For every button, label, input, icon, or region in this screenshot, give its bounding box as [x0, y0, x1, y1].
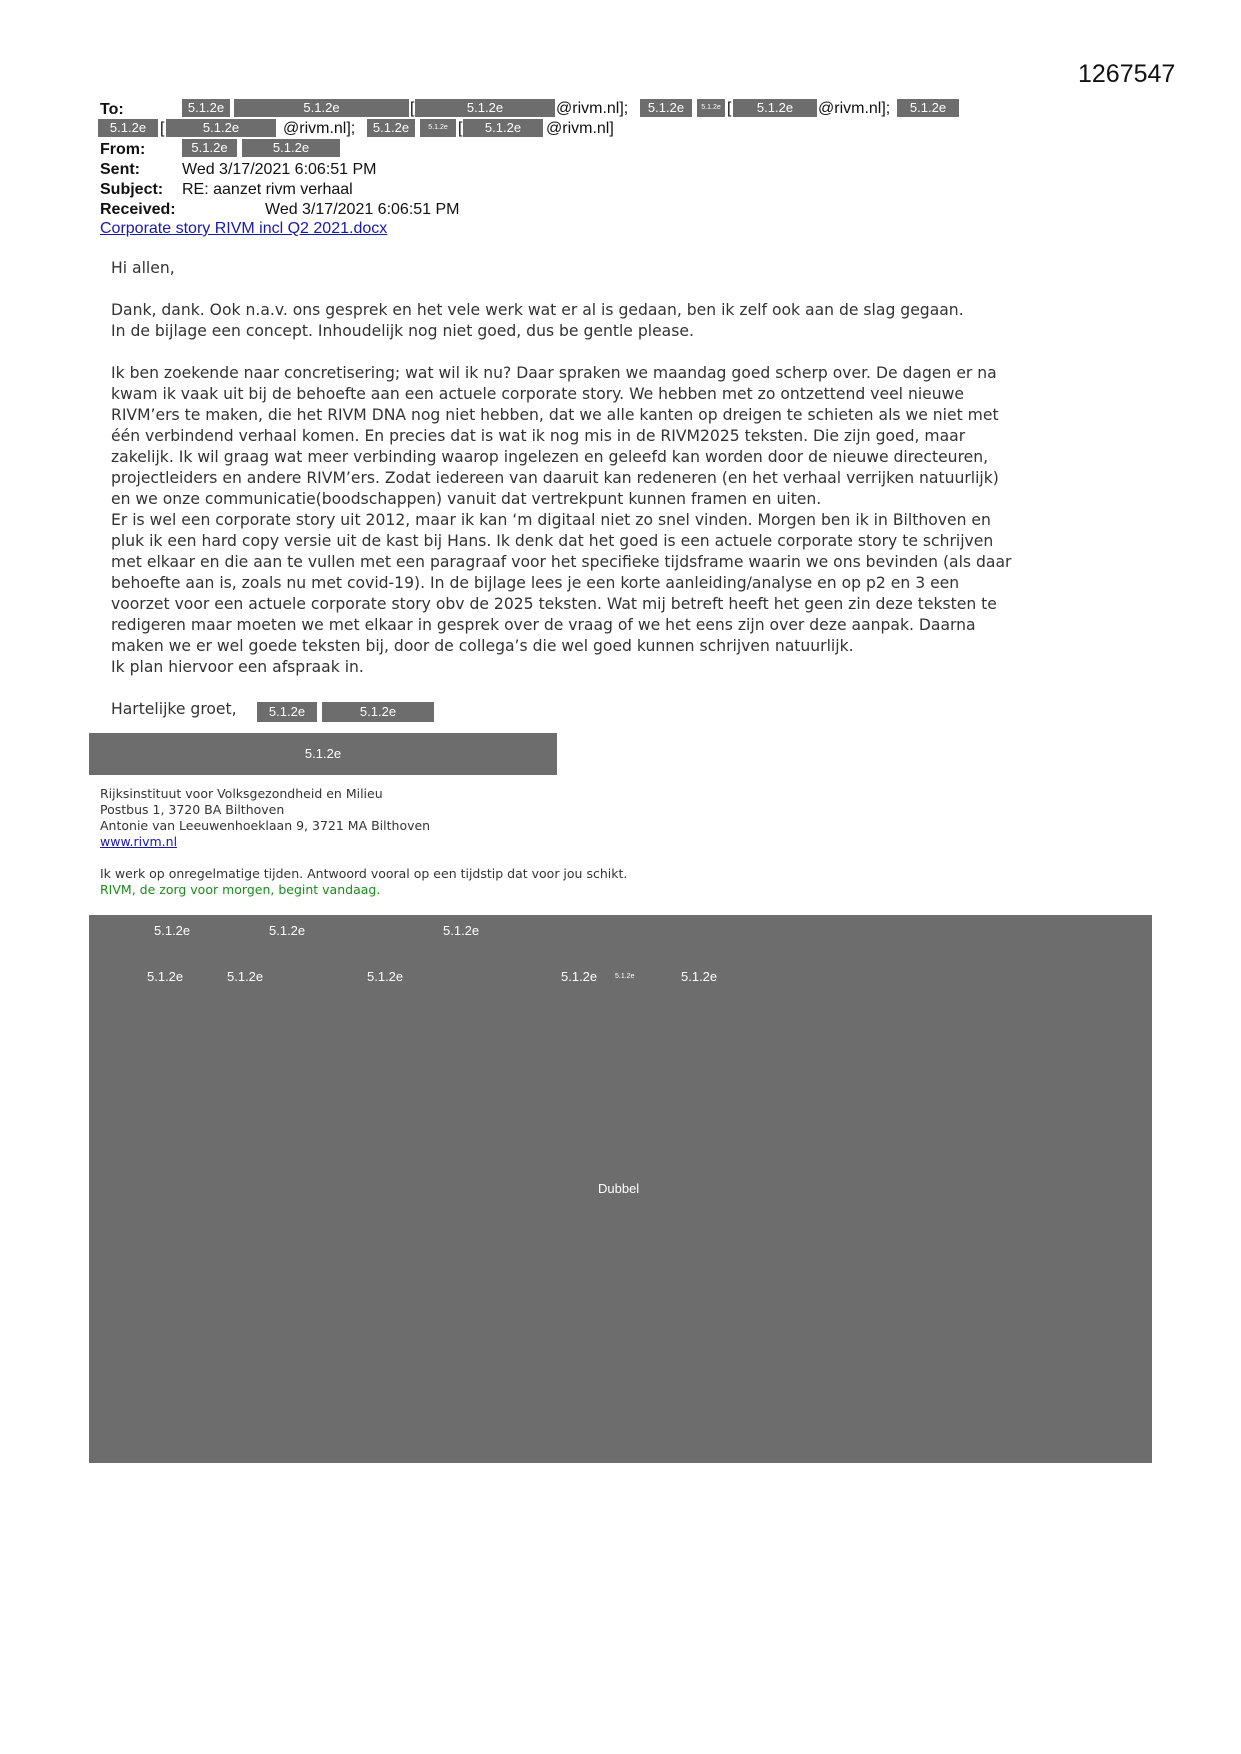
- redaction-box: 5.1.2e: [420, 119, 456, 137]
- body-line: voorzet voor een actuele corporate story obv de 2025 teksten. Wat mij betreft heeft het geen zin deze teksten te: [111, 595, 997, 613]
- received-label: Received:: [100, 201, 176, 218]
- redaction-label: 5.1.2e: [269, 923, 306, 938]
- redaction-box: 5.1.2e: [182, 99, 230, 117]
- email-domain: @rivm.nl];: [556, 100, 629, 117]
- redaction-box: 5.1.2e: [697, 99, 725, 117]
- signature-postbus: Postbus 1, 3720 BA Bilthoven: [100, 802, 285, 817]
- signature-address: Antonie van Leeuwenhoeklaan 9, 3721 MA Bilthoven: [100, 818, 431, 833]
- body-line: pluk ik een hard copy versie uit de kast bij Hans. Ik denk dat het goed is een actuele corporate story te schrijven: [111, 532, 994, 550]
- signature-slogan: RIVM, de zorg voor morgen, begint vandaag.: [100, 882, 381, 897]
- body-line: Er is wel een corporate story uit 2012, maar ik kan ‘m digitaal niet zo snel vinden. Morgen ben ik in Bilthoven en: [111, 511, 991, 529]
- body-line: In de bijlage een concept. Inhoudelijk nog niet goed, dus be gentle please.: [111, 322, 694, 340]
- body-line: kwam ik vaak uit bij de behoefte aan een actuele corporate story. We hebben met zo ontzettend veel nieuwe: [111, 385, 964, 403]
- subject-label: Subject:: [100, 181, 164, 198]
- signature-org: Rijksinstituut voor Volksgezondheid en Milieu: [100, 786, 383, 801]
- redaction-box: 5.1.2e: [897, 99, 959, 117]
- redaction-box: 5.1.2e: [322, 702, 434, 722]
- bracket-text: [: [458, 120, 463, 137]
- greeting: Hi allen,: [111, 259, 175, 277]
- redaction-label: 5.1.2e: [443, 923, 480, 938]
- redaction-label: 5.1.2e: [367, 969, 404, 984]
- attachment-link[interactable]: Corporate story RIVM incl Q2 2021.docx: [100, 220, 388, 237]
- redaction-box: 5.1.2e: [234, 99, 409, 117]
- redaction-box: 5.1.2e: [166, 119, 276, 137]
- bracket-text: [: [727, 100, 732, 117]
- body-line: Dank, dank. Ook n.a.v. ons gesprek en het vele werk wat er al is gedaan, ben ik zelf ook aan de slag gegaan.: [111, 301, 964, 319]
- redacted-block: [89, 915, 1152, 1463]
- redaction-box: 5.1.2e: [463, 119, 543, 137]
- sent-label: Sent:: [100, 161, 140, 178]
- redaction-box: 5.1.2e: [415, 99, 555, 117]
- redaction-label: 5.1.2e: [154, 923, 191, 938]
- body-line: RIVM’ers te maken, die het RIVM DNA nog niet hebben, dat we alle kanten op dreigen te schieten als we niet met: [111, 406, 999, 424]
- body-line: redigeren maar moeten we met elkaar in gesprek over de vraag of we het eens zijn over deze aanpak. Daarna: [111, 616, 976, 634]
- closing-line: [111, 700, 237, 718]
- subject-value: RE: aanzet rivm verhaal: [182, 181, 353, 198]
- redaction-box: 5.1.2e: [242, 139, 340, 157]
- redaction-label: 5.1.2e: [227, 969, 264, 984]
- redaction-box: 5.1.2e: [640, 99, 692, 117]
- redaction-box: 5.1.2e: [98, 119, 158, 137]
- from-label: From:: [100, 141, 146, 158]
- redaction-box: 5.1.2e: [257, 702, 317, 722]
- to-label: To:: [100, 101, 124, 118]
- body-line: met elkaar en die aan te vullen met een paragraaf voor het specifieke tijdsframe waarin we ons bevinden (als daar: [111, 553, 1012, 571]
- redaction-label: 5.1.2e: [681, 969, 718, 984]
- redaction-label: 5.1.2e: [561, 969, 598, 984]
- email-domain: @rivm.nl];: [818, 100, 891, 117]
- bracket-text: [: [410, 100, 415, 117]
- sent-value: Wed 3/17/2021 6:06:51 PM: [182, 161, 377, 178]
- signature-website-link[interactable]: www.rivm.nl: [100, 834, 178, 849]
- redaction-box: 5.1.2e: [182, 139, 237, 157]
- body-line: Ik ben zoekende naar concretisering; wat wil ik nu? Daar spraken we maandag goed scherp over. De dagen er na: [111, 364, 997, 382]
- redaction-label: 5.1.2e: [615, 973, 635, 980]
- email-domain: @rivm.nl];: [283, 120, 356, 137]
- body-line: en we onze communicatie(boodschappen) vanuit dat vertrekpunt kunnen framen en uiten.: [111, 490, 822, 508]
- body-line: behoefte aan is, zoals nu met covid-19). In de bijlage lees je een korte aanleiding/analyse en op p2 en 3 een: [111, 574, 960, 592]
- body-line: Ik plan hiervoor een afspraak in.: [111, 658, 364, 676]
- body-line: maken we er wel goede teksten bij, door de collega’s die wel goed kunnen schrijven natuurlijk.: [111, 637, 854, 655]
- closing: Hartelijke groet,: [111, 700, 237, 718]
- redacted-block-label: Dubbel: [598, 1181, 640, 1196]
- signature-redaction-bar: 5.1.2e: [89, 733, 557, 775]
- body-line: één verbindend verhaal komen. En precies dat is wat ik nog mis in de RIVM2025 teksten. Die zijn goed, maar: [111, 427, 966, 445]
- redaction-box: 5.1.2e: [733, 99, 817, 117]
- body-line: zakelijk. Ik wil graag wat meer verbinding waarop ingelezen en geleefd kan worden door de nieuwe directeuren,: [111, 448, 989, 466]
- redaction-label: 5.1.2e: [147, 969, 184, 984]
- redaction-box: 5.1.2e: [367, 119, 415, 137]
- body-line: projectleiders en andere RIVM’ers. Zodat iedereen van daaruit kan redeneren (en het verhaal verrijken natuurlijk): [111, 469, 999, 487]
- received-value: Wed 3/17/2021 6:06:51 PM: [265, 201, 460, 218]
- email-domain: @rivm.nl]: [546, 120, 614, 137]
- signature-note: Ik werk op onregelmatige tijden. Antwoord vooral op een tijdstip dat voor jou schikt.: [100, 866, 628, 881]
- bracket-text: [: [160, 120, 165, 137]
- email-body: [111, 258, 1141, 678]
- document-number: 1267547: [1078, 60, 1176, 88]
